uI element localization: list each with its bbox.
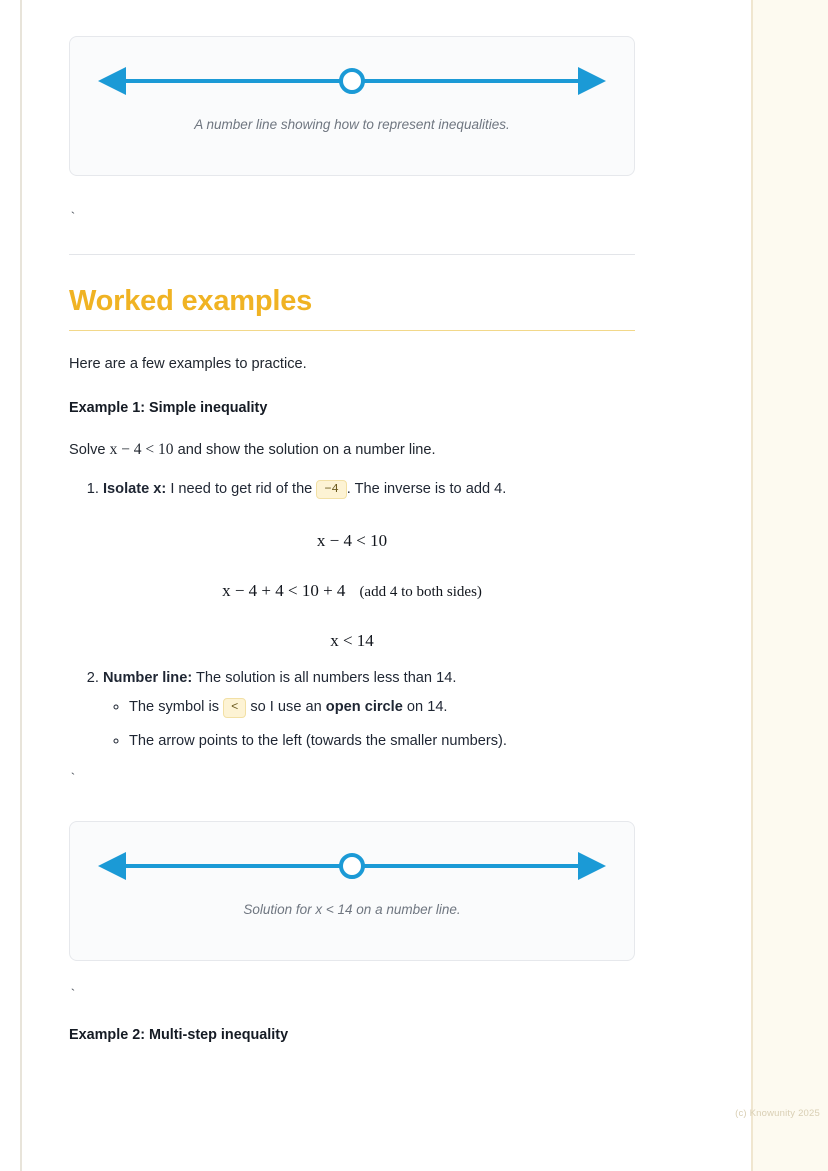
bullet-1-bold: open circle <box>325 699 403 716</box>
number-line-graphic-1 <box>90 55 614 111</box>
code-fence-marker-3: ` <box>69 987 77 1002</box>
bullet-1-post: on 14. <box>402 699 448 716</box>
bullet-1-code-chip: < <box>223 698 246 718</box>
example-1-steps-continued <box>69 667 635 753</box>
bullet-1-pre: The symbol is <box>129 699 224 716</box>
left-margin-rule <box>20 0 22 1171</box>
number-line-figure-1 <box>69 36 635 176</box>
example-1-prompt <box>69 438 635 462</box>
step-1-label: Isolate x: <box>103 480 167 497</box>
number-line-svg-2 <box>90 840 614 892</box>
step-2-text: The solution is all numbers less than 14. <box>192 669 457 686</box>
figure-caption-1: A number line showing how to represent inequalities. <box>194 117 510 132</box>
example-2-heading: Example 2: Multi-step inequality <box>69 1027 289 1043</box>
bullet-1-mid: so I use an <box>246 699 326 716</box>
number-line-graphic-2 <box>90 840 614 896</box>
number-line-figure-2 <box>69 821 635 961</box>
step-1 <box>103 478 635 501</box>
example-1-prompt-pre: Solve <box>69 441 110 458</box>
equation-2-line <box>69 581 635 601</box>
code-fence-marker-2: ` <box>69 771 77 786</box>
number-line-svg-1 <box>90 55 614 107</box>
step-1-code-chip: −4 <box>316 480 346 500</box>
figure-caption-2: Solution for x < 14 on a number line. <box>243 902 461 917</box>
example-1-prompt-math: x − 4 < 10 <box>109 440 174 458</box>
step-2 <box>103 667 635 753</box>
section-intro: Here are a few examples to practice. <box>69 356 307 372</box>
step-1-text-pre: I need to get rid of the <box>166 480 317 497</box>
bullet-arrow-direction: ◦ The arrow points to the left (towards the smaller numbers). <box>129 730 635 753</box>
section-divider <box>69 254 635 255</box>
watermark: (c) Knowunity 2025 <box>735 1108 820 1119</box>
equation-1: x − 4 < 10 <box>316 530 388 550</box>
equation-2-note: (add 4 to both sides) <box>359 583 482 600</box>
page-title: Worked examples <box>69 285 635 331</box>
example-1-steps <box>69 478 635 501</box>
bullet-open-circle <box>129 696 635 719</box>
step-2-bullets <box>103 696 635 753</box>
equation-2: x − 4 + 4 < 10 + 4 <box>222 580 346 600</box>
right-margin-strip <box>751 0 828 1171</box>
document-content <box>69 0 635 1043</box>
step-1-text-post: . The inverse is to add 4. <box>346 480 507 497</box>
code-fence-marker-1: ` <box>69 210 77 225</box>
example-1-prompt-post: and show the solution on a number line. <box>173 441 436 458</box>
example-1-heading: Example 1: Simple inequality <box>69 399 268 416</box>
step-2-label: Number line: <box>103 669 193 686</box>
equation-3: x < 14 <box>330 630 374 650</box>
